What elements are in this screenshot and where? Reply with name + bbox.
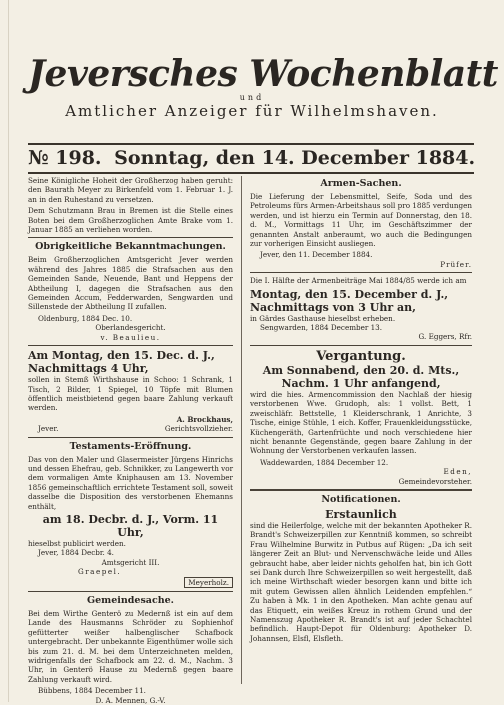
divider: [250, 272, 472, 273]
section-heading-vergantung: Vergantung.: [316, 348, 406, 364]
armen-place: Jever, den 11. December 1884.: [260, 250, 373, 260]
issue-rule-bottom: [28, 172, 474, 174]
notification-title: Erstaunlich: [325, 507, 397, 521]
issue-number: № 198.: [28, 147, 102, 169]
vergantung-signature-1: Eden,: [443, 467, 472, 477]
masthead: [28, 52, 498, 120]
divider: [250, 489, 472, 491]
auction-role: Gerichtsvollzieher.: [164, 424, 233, 434]
vergantung-body: wird die hies. Armencommission den Nachlaß der hiesig verstorbenen Wwe. Grudoph, als: 1 vollst. Bett, 1 zweischläfr. Bettstelle, 1 Kleiderschrank, 1 Anrichte, 3 Tische, einige Stühle, 1 eich. Koffer, Frauenkleidungsstücke, Küchengeräth, Gartenfrüchte und noch verschiedene hier nicht benannte Gegenstände, gegen baare Zahlung in der Wohnung der Verstorbenen verkaufen lassen.: [250, 389, 472, 456]
hebung-date: Montag, den 15. December d. J., Nachmittags von 3 Uhr an,: [250, 287, 449, 314]
vergantung-signature-2: Gemeindevorsteher.: [398, 476, 472, 486]
hebung-signature: G. Eggers, Rfr.: [418, 332, 472, 342]
gemeinde-place: Bübbens, 1884 December 11.: [38, 686, 146, 696]
auction-body: sollen in Stemß Wirthshause in Schoo: 1 Schrank, 1 Tisch, 2 Bilder, 1 Spiegel, 10 Töpfe mit Blumen öffentlich meistbietend gegen baare Zahlung verkauft werden.: [28, 375, 233, 413]
section-heading-notificationen: Notificationen.: [321, 493, 401, 505]
divider: [28, 345, 233, 346]
newspaper-title: Jeversches Wochenblatt: [28, 53, 498, 95]
divider: [28, 591, 233, 592]
official-notice-court: Oberlandesgericht.: [95, 323, 166, 333]
auction-footer: [28, 424, 233, 433]
issue-date: Sonntag, den 14. December 1884.: [114, 147, 476, 169]
official-notice-body: Beim Großherzoglichen Amtsgericht Jever werden während des Jahres 1885 die Strafsachen aus den Gemeinden Sande, Neuende, Bant und Heppens der Abtheilung I, dagegen die Strafsachen aus den Gemeinden Accum, Fedderwarden, Sengwarden und Sillenstede der Abtheilung II zufallen.: [28, 255, 233, 312]
vergantung-date: Am Sonnabend, den 20. d. Mts., Nachm. 1 Uhr anfangend,: [262, 363, 460, 390]
testament-signature-1: Graepel.: [78, 567, 122, 577]
section-heading-official: Obrigkeitliche Bekanntmachungen.: [35, 241, 226, 253]
binding-edge: [8, 0, 9, 702]
section-heading-gemeinde: Gemeindesache.: [86, 595, 174, 606]
official-notice-place: Oldenburg, 1884 Dec. 10.: [38, 313, 133, 323]
issue-line: [28, 145, 474, 171]
hebung-intro: Die I. Hälfte der Armenbeiträge Mai 1884/85 werde ich am: [250, 276, 467, 286]
armen-signature: Prüfer.: [440, 259, 472, 269]
hebung-location: in Gärdes Gasthause hieselbst erheben.: [250, 313, 396, 323]
appointment-notice: Dem Schutzmann Brau in Bremen ist die Stelle eines Boten bei dem Großherzoglichen Amte Brake vom 1. Januar 1885 an verliehen worden.: [28, 206, 233, 235]
hebung-place: Sengwarden, 1884 December 13.: [260, 323, 383, 333]
column-divider: [241, 176, 242, 684]
testament-body: Das von den Maler und Glasermeister Jürgens Hinrichs und dessen Ehefrau, geb. Schnikker, zu Langewerth vor dem vormaligen Amte Kniphausen am 13. November 1856 gemeinschaftlich errichtete Testament soll, soweit dasselbe die Disposition des verstorbenen Ehemanns enthält,: [28, 454, 233, 511]
divider: [250, 345, 472, 346]
right-column: [250, 176, 472, 645]
testament-date: am 18. Decbr. d. J., Vorm. 11 Uhr,: [42, 512, 219, 539]
royal-notice: Seine Königliche Hoheit der Großherzog haben geruht: den Baurath Meyer zu Birkenfeld vom 1. Februar 1. J. an in den Ruhestand zu versetzen.: [28, 176, 233, 204]
testament-signature-box: Meyerholz.: [184, 577, 233, 588]
auction-signature: A. Brockhaus,: [176, 414, 233, 424]
vergantung-place: Waddewarden, 1884 December 12.: [260, 457, 389, 467]
divider: [28, 237, 233, 238]
testament-tail: hieselbst publicirt werden.: [28, 538, 126, 548]
testament-court: Amtsgericht III.: [101, 557, 160, 567]
divider: [28, 437, 233, 438]
auction-place: Jever.: [38, 424, 59, 434]
section-heading-armen: Armen-Sachen.: [320, 178, 402, 189]
armen-body: Die Lieferung der Lebensmittel, Seife, Soda und des Petroleums fürs Armen-Arbeitshaus soll pro 1885 verdungen werden, und ist hierzu ein Termin auf Donnerstag, den 18. d. M., Vormittags 11 Uhr, im Geschäftszimmer der genannten Anstalt anberaumt, wo auch die Bedingungen zur vorherigen Einsicht ausliegen.: [250, 192, 472, 249]
official-notice-signature: v. Beaulieu.: [100, 332, 161, 342]
gemeinde-signature: D. A. Mennen, G.-V.: [95, 695, 166, 705]
notification-body: sind die Heilerfolge, welche mit der bekannten Apotheker R. Brandt's Schweizerpillen zur Kenntniß kommen, so schreibt Frau Wilhelmine Burwitz in Putbus auf Rügen: „Da ich seit längerer Zeit an Blut- und Nervenschwäche leide und Alles gebraucht habe, aber leider nichts geholfen hat, bin ich Gott sei Dank durch Ihre Schweizerpillen so weit hergestellt, daß ich meine Wirthschaft wieder besorgen kann und bitte ich mit gutem Gewissen allen ähnlich Leidenden empfehlen.“ Zu haben à Mk. 1 in den Apotheken. Man achte genau auf das Etiquett, ein weißes Kreuz in rothem Grund und der Namenszug Apotheker R. Brandt's ist auf jeder Schachtel befindlich. Haupt-Depot für Oldenburg: Apotheker D. Johannsen, Elsfl, Elsfleth.: [250, 520, 472, 643]
newspaper-subtitle: Amtlicher Anzeiger für Wilhelmshaven.: [65, 102, 439, 120]
left-column: [28, 176, 233, 705]
testament-place: Jever, 1884 Decbr. 4.: [38, 548, 114, 558]
section-heading-testament: Testaments-Eröffnung.: [69, 440, 192, 452]
testament-signature-2: [28, 577, 233, 588]
auction-date-heading: Am Montag, den 15. Dec. d. J., Nachmittags 4 Uhr,: [28, 349, 215, 376]
masthead-und: und: [239, 93, 265, 102]
gemeinde-body: Bei dem Wirthe Genterö zu Medernß ist ein auf dem Lande des Hausmanns Schröder zu Sophienhof gefütterter weißer halbenglischer Schafbock untergebracht. Der unbekannte Eigenthümer wolle sich bis zum 21. d. M. bei dem Unterzeichneten melden, widrigenfalls der Schafbock am 22. d. M., Nachm. 3 Uhr, in Genterö Hause zu Medernß gegen baare Zahlung verkauft wird.: [28, 609, 233, 684]
